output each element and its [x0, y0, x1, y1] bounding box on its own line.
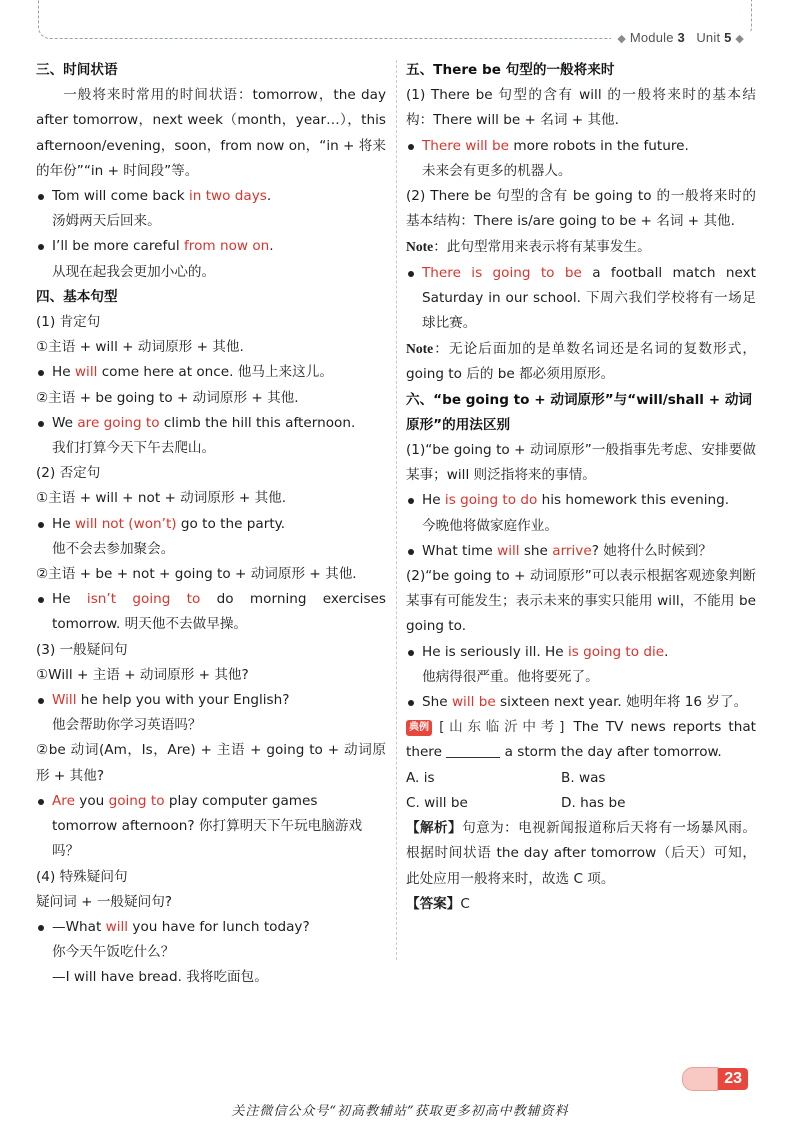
section-title: 六、“be going to + 动词原形”与“will/shall + 动词原形”的用法区别	[406, 391, 753, 433]
section-title: 五、There be 句型的一般将来时	[406, 62, 615, 78]
page-number-badge	[682, 1068, 748, 1090]
example-translation: 今晚他将做家庭作业。	[422, 517, 558, 534]
diamond-icon: ◆	[735, 33, 744, 45]
example-sentence: —I will have bread. 我将吃面包。	[52, 969, 268, 986]
options-row	[406, 791, 756, 816]
formula: ①Will + 主语 + 动词原形 + 其他?	[36, 666, 249, 683]
analysis: 【解析】句意为：电视新闻报道称后天将有一场暴风雨。根据时间状语 the day after tomorrow（后天）可知，此处应用一般将来时，故选 C 项。	[406, 820, 757, 887]
footer-note: 关注微信公众号“初高教辅站”获取更多初高中教辅资料	[231, 1104, 569, 1119]
paragraph: (1)“be going to + 动词原形”一般指事先考虑、安排要做某事；will 则泛指将来的事情。	[406, 442, 756, 484]
example-question: 典例 [山东临沂中考] The TV news reports that there a storm the day after tomorrow.	[406, 719, 756, 761]
paragraph: (2)“be going to + 动词原形”可以表示根据客观迹象判断某事有可能发生；表示未来的事实只能用 will，不能用 be going to.	[406, 568, 756, 635]
formula: 疑问词 + 一般疑问句?	[36, 893, 172, 910]
formula: ①主语 + will + 动词原形 + 其他.	[36, 339, 244, 356]
example-sentence: What time will she arrive? 她将什么时候到？	[406, 539, 756, 564]
formula: ①主语 + will + not + 动词原形 + 其他.	[36, 490, 287, 507]
unit-label: Unit	[696, 30, 721, 45]
option-d: D. has be	[561, 794, 626, 811]
exam-source: [山东临沂中考]	[439, 719, 567, 736]
example-sentence: There is going to be a football match next Saturday in our school. 下周六我们学校将有一场足球比赛。	[406, 261, 756, 337]
example-translation: 他不会去参加聚会。	[52, 540, 175, 557]
example-translation: 我们打算今天下午去爬山。	[52, 440, 216, 457]
example-sentence: —What will you have for lunch today?	[36, 915, 386, 940]
example-translation: 从现在起我会更加小心的。	[52, 263, 216, 280]
subsection-title: (3) 一般疑问句	[36, 641, 128, 658]
subsection-title: (4) 特殊疑问句	[36, 868, 128, 885]
ornament-icon	[682, 1067, 718, 1091]
subsection-title: (1) 肯定句	[36, 314, 101, 331]
left-column	[36, 58, 386, 991]
paragraph: (2) There be 句型的含有 be going to 的一般将来时的基本结构：There is/are going to be + 名词 + 其他.	[406, 188, 756, 230]
options-row	[406, 766, 756, 791]
example-sentence: He is going to do his homework this evening.	[406, 488, 756, 513]
formula: ②be 动词(Am，Is，Are) + 主语 + going to + 动词原形 + 其他?	[36, 742, 386, 784]
formula: ②主语 + be going to + 动词原形 + 其他.	[36, 389, 299, 406]
example-sentence: Tom will come back in two days.	[36, 184, 386, 209]
option-a: A. is	[406, 769, 435, 786]
section-title: 四、基本句型	[36, 288, 118, 305]
paragraph: (1) There be 句型的含有 will 的一般将来时的基本结构：There will be + 名词 + 其他.	[406, 87, 756, 129]
module-label: Module	[629, 30, 674, 45]
example-sentence: Will he help you with your English?	[36, 688, 386, 713]
example-translation: 未来会有更多的机器人。	[422, 162, 572, 179]
example-badge: 典例	[406, 720, 432, 736]
example-translation: 汤姆两天后回来。	[52, 213, 161, 230]
page-number: 23	[718, 1068, 748, 1090]
example-sentence: He will not (won’t) go to the party.	[36, 512, 386, 537]
right-column	[406, 58, 756, 917]
answer-blank	[446, 743, 500, 758]
example-translation: 他会帮助你学习英语吗？	[52, 717, 202, 734]
example-sentence: He isn’t going to do morning exercises tomorrow. 明天他不去做早操。	[36, 587, 386, 637]
note: Note：此句型常用来表示将有某事发生。	[406, 239, 651, 256]
column-divider	[396, 60, 397, 960]
option-c: C. will be	[406, 794, 468, 811]
example-sentence: He will come here at once. 他马上来这儿。	[36, 360, 386, 385]
unit-number: 5	[724, 30, 732, 45]
formula: ②主语 + be + not + going to + 动词原形 + 其他.	[36, 566, 357, 583]
diamond-icon: ◆	[617, 33, 626, 45]
section-title: 三、时间状语	[36, 62, 118, 78]
paragraph: 一般将来时常用的时间状语：tomorrow，the day after tomorrow，next week（month，year…），this afternoon/evening，soon，from now on，“in + 将来的年份”“in + 时间段”等。	[36, 87, 386, 179]
example-sentence: He is seriously ill. He is going to die.	[406, 640, 756, 665]
example-sentence: She will be sixteen next year. 她明年将 16 岁了。	[406, 690, 756, 715]
answer: 【答案】C	[406, 895, 470, 912]
subsection-title: (2) 否定句	[36, 465, 101, 482]
example-translation: 你今天午饭吃什么？	[52, 944, 175, 961]
module-unit-header	[611, 30, 750, 45]
example-sentence: Are you going to play computer games tomorrow afternoon? 你打算明天下午玩电脑游戏吗？	[36, 789, 386, 865]
option-b: B. was	[561, 769, 606, 786]
example-translation: 他病得很严重。他将要死了。	[422, 668, 599, 685]
note: Note：无论后面加的是单数名词还是名词的复数形式，going to 后的 be 都必须用原形。	[406, 341, 756, 383]
module-number: 3	[677, 30, 685, 45]
example-sentence: I’ll be more careful from now on.	[36, 234, 386, 259]
example-sentence: There will be more robots in the future.	[406, 134, 756, 159]
example-sentence: We are going to climb the hill this afternoon.	[36, 411, 386, 436]
